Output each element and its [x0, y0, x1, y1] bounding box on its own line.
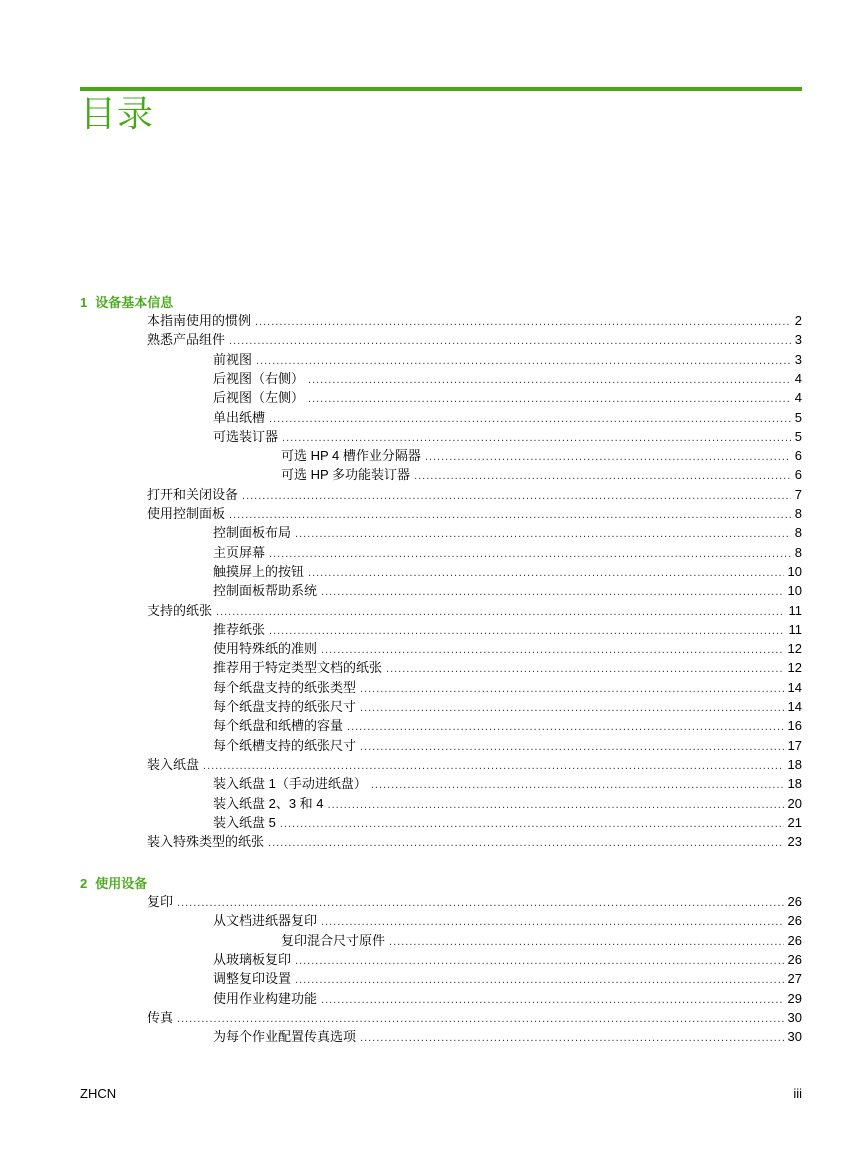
chapter-heading[interactable]	[80, 295, 173, 311]
toc-leader-dots	[425, 449, 791, 466]
toc-page-number: 18	[787, 776, 802, 791]
toc-page-number: 8	[794, 506, 802, 521]
toc-entry-title: 装入纸盘 2、3 和 4	[213, 796, 324, 811]
toc-entry[interactable]	[147, 505, 802, 522]
toc-leader-dots	[308, 372, 791, 389]
toc-page-number: 29	[787, 991, 802, 1006]
toc-entry[interactable]	[213, 389, 802, 406]
toc-entry-title: 使用特殊纸的准则	[213, 641, 318, 656]
toc-leader-dots	[321, 642, 784, 659]
chapter-number: 1	[80, 295, 88, 310]
toc-page-number: 27	[787, 971, 802, 986]
footer-left: ZHCN	[80, 1086, 117, 1101]
toc-entry-title: 本指南使用的惯例	[147, 313, 252, 328]
toc-entry[interactable]	[213, 775, 802, 792]
toc-entry[interactable]	[213, 698, 802, 715]
toc-leader-dots	[268, 835, 784, 852]
toc-leader-dots	[229, 333, 791, 350]
toc-entry-title: 装入纸盘 5	[213, 815, 276, 830]
toc-entry[interactable]	[213, 717, 802, 734]
toc-leader-dots	[255, 314, 791, 331]
toc-leader-dots	[360, 700, 784, 717]
toc-entry[interactable]	[213, 659, 802, 676]
toc-leader-dots	[216, 604, 784, 621]
toc-entry-title: 支持的纸张	[147, 603, 213, 618]
toc-page-number: 12	[787, 641, 802, 656]
toc-leader-dots	[308, 391, 791, 408]
toc-entry-title: 熟悉产品组件	[147, 332, 226, 347]
toc-entry-title: 打开和关闭设备	[147, 487, 239, 502]
toc-page-number: 3	[794, 332, 802, 347]
toc-entry[interactable]	[147, 893, 802, 910]
toc-entry-title: 可选装订器	[213, 429, 279, 444]
toc-page-number: 3	[794, 352, 802, 367]
toc-entry[interactable]	[147, 602, 802, 619]
toc-entry[interactable]	[213, 582, 802, 599]
toc-entry-title: 从玻璃板复印	[213, 952, 292, 967]
toc-entry-title: 每个纸盘支持的纸张尺寸	[213, 699, 357, 714]
toc-entry-title: 触摸屏上的按钮	[213, 564, 305, 579]
toc-entry-title: 装入纸盘	[147, 757, 200, 772]
toc-page-number: 11	[788, 622, 802, 637]
toc-page-number: 20	[787, 796, 802, 811]
toc-entry[interactable]	[281, 466, 802, 483]
toc-entry[interactable]	[147, 331, 802, 348]
toc-leader-dots	[308, 565, 784, 582]
toc-page-number: 10	[787, 583, 802, 598]
toc-entry-title: 每个纸盘和纸槽的容量	[213, 718, 344, 733]
toc-leader-dots	[386, 661, 784, 678]
chapter-number: 2	[80, 876, 88, 891]
toc-entry[interactable]	[213, 990, 802, 1007]
toc-page-number: 4	[794, 390, 802, 405]
toc-entry-title: 复印	[147, 894, 174, 909]
toc-page-number: 5	[794, 410, 802, 425]
toc-page-number: 18	[787, 757, 802, 772]
toc-leader-dots	[295, 953, 784, 970]
chapter-title: 使用设备	[95, 876, 148, 891]
toc-entry-title: 调整复印设置	[213, 971, 292, 986]
toc-entry-title: 推荐用于特定类型文档的纸张	[213, 660, 383, 675]
toc-entry[interactable]	[213, 351, 802, 368]
toc-entry-title: 单出纸槽	[213, 410, 266, 425]
toc-entry-title: 控制面板帮助系统	[213, 583, 318, 598]
toc-page-number: 5	[794, 429, 802, 444]
toc-leader-dots	[321, 584, 784, 601]
page-title: 目录	[80, 93, 155, 134]
toc-leader-dots	[360, 1030, 784, 1047]
toc-entry[interactable]	[213, 814, 802, 831]
toc-entry[interactable]	[213, 912, 802, 929]
footer-page-number: iii	[793, 1086, 802, 1101]
toc-entry[interactable]	[281, 447, 802, 464]
toc-leader-dots	[389, 934, 784, 951]
toc-page-number: 23	[787, 834, 802, 849]
toc-leader-dots	[295, 972, 784, 989]
toc-page-number: 30	[787, 1029, 802, 1044]
toc-page-number: 7	[794, 487, 802, 502]
toc-entry-title: 可选 HP 4 槽作业分隔器	[281, 448, 421, 463]
toc-entry-title: 使用作业构建功能	[213, 991, 318, 1006]
toc-entry-title: 推荐纸张	[213, 622, 266, 637]
toc-entry[interactable]	[281, 932, 802, 949]
toc-page-number: 4	[794, 371, 802, 386]
toc-entry[interactable]	[147, 312, 802, 329]
toc-page-number: 30	[787, 1010, 802, 1025]
toc-leader-dots	[282, 430, 791, 447]
toc-leader-dots	[256, 353, 791, 370]
toc-entry[interactable]	[213, 409, 802, 426]
toc-entry[interactable]	[213, 795, 802, 812]
toc-leader-dots	[280, 816, 784, 833]
toc-leader-dots	[203, 758, 784, 775]
toc-entry-title: 装入特殊类型的纸张	[147, 834, 265, 849]
toc-entry[interactable]	[213, 737, 802, 754]
toc-entry[interactable]	[213, 951, 802, 968]
toc-leader-dots	[242, 488, 791, 505]
toc-leader-dots	[269, 623, 784, 640]
toc-leader-dots	[321, 992, 784, 1009]
toc-entry-title: 为每个作业配置传真选项	[213, 1029, 357, 1044]
toc-entry[interactable]	[213, 428, 802, 445]
toc-entry[interactable]	[213, 370, 802, 387]
toc-page-number: 26	[787, 913, 802, 928]
toc-entry[interactable]	[147, 486, 802, 503]
toc-entry[interactable]	[213, 544, 802, 561]
toc-leader-dots	[229, 507, 791, 524]
toc-page-number: 14	[787, 699, 802, 714]
toc-entry[interactable]	[213, 970, 802, 987]
chapter-heading[interactable]	[80, 876, 147, 892]
chapter-title: 设备基本信息	[95, 295, 174, 310]
toc-entry-title: 从文档进纸器复印	[213, 913, 318, 928]
toc-entry-title: 传真	[147, 1010, 174, 1025]
toc-leader-dots	[269, 546, 791, 563]
toc-page-number: 16	[787, 718, 802, 733]
toc-page-number: 6	[794, 467, 802, 482]
toc-leader-dots	[269, 411, 791, 428]
toc-entry[interactable]	[213, 1028, 802, 1045]
toc-entry[interactable]	[213, 679, 802, 696]
toc-leader-dots	[177, 1011, 784, 1028]
toc-entry-title: 每个纸槽支持的纸张尺寸	[213, 738, 357, 753]
toc-entry-title: 装入纸盘 1（手动进纸盘）	[213, 776, 367, 791]
toc-entry-title: 后视图（左侧）	[213, 390, 305, 405]
title-rule	[80, 87, 802, 91]
toc-leader-dots	[360, 681, 784, 698]
toc-page-number: 14	[787, 680, 802, 695]
toc-entry[interactable]	[147, 756, 802, 773]
toc-entry[interactable]	[213, 621, 802, 638]
toc-leader-dots	[347, 719, 784, 736]
toc-leader-dots	[177, 895, 784, 912]
toc-leader-dots	[414, 468, 791, 485]
toc-page-number: 6	[794, 448, 802, 463]
toc-entry-title: 每个纸盘支持的纸张类型	[213, 680, 357, 695]
toc-leader-dots	[360, 739, 784, 756]
toc-page-number: 2	[794, 313, 802, 328]
toc-page-number: 26	[787, 894, 802, 909]
toc-leader-dots	[295, 526, 791, 543]
toc-page-number: 26	[787, 952, 802, 967]
toc-entry-title: 使用控制面板	[147, 506, 226, 521]
toc-page-number: 12	[787, 660, 802, 675]
toc-page-number: 26	[787, 933, 802, 948]
toc-entry-title: 主页屏幕	[213, 545, 266, 560]
toc-leader-dots	[321, 914, 784, 931]
toc-entry-title: 控制面板布局	[213, 525, 292, 540]
toc-entry[interactable]	[213, 563, 802, 580]
toc-leader-dots	[328, 797, 784, 814]
toc-page-number: 8	[794, 525, 802, 540]
toc-entry[interactable]	[147, 1009, 802, 1026]
toc-page-number: 8	[794, 545, 802, 560]
toc-page-number: 10	[787, 564, 802, 579]
toc-entry[interactable]	[213, 640, 802, 657]
toc-page-number: 21	[787, 815, 802, 830]
toc-entry[interactable]	[213, 524, 802, 541]
toc-entry-title: 前视图	[213, 352, 253, 367]
toc-entry-title: 复印混合尺寸原件	[281, 933, 386, 948]
toc-entry-title: 后视图（右侧）	[213, 371, 305, 386]
toc-page-number: 17	[787, 738, 802, 753]
toc-entry-title: 可选 HP 多功能装订器	[281, 467, 411, 482]
toc-entry[interactable]	[147, 833, 802, 850]
toc-page-number: 11	[788, 603, 802, 618]
toc-leader-dots	[371, 777, 784, 794]
